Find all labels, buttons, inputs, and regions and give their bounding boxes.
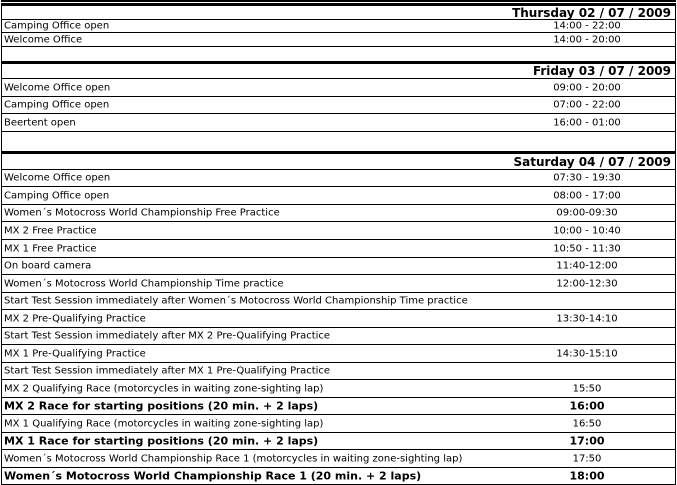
event-label: MX 2 Pre-Qualifying Practice <box>4 313 146 324</box>
day-title-thursday: Thursday 02 / 07 / 2009 <box>512 5 671 20</box>
schedule-row <box>1 239 676 257</box>
event-time: 14:30-15:10 <box>556 348 618 359</box>
event-time: 09:00-09:30 <box>556 207 618 219</box>
schedule-row-highlight <box>1 397 676 414</box>
event-time: 12:00-12:30 <box>556 278 618 289</box>
event-label: MX 2 Race for starting positions (20 min. + 2 laps) <box>4 399 319 413</box>
event-label: Beertent open <box>4 117 76 128</box>
event-label: Start Test Session immediately after Women´s Motocross World Championship Time practice <box>4 295 468 307</box>
event-label: Welcome Office open <box>4 82 111 93</box>
event-time: 09:00 - 20:00 <box>553 82 621 93</box>
event-label: Welcome Office <box>4 34 83 45</box>
schedule-row <box>1 362 676 379</box>
schedule-row <box>1 221 676 239</box>
schedule-row <box>1 186 676 204</box>
event-time: 15:50 <box>572 383 602 394</box>
event-time: 17:50 <box>572 453 602 464</box>
event-label: MX 1 Race for starting positions (20 min. + 2 laps) <box>4 434 319 448</box>
schedule-row <box>1 19 676 32</box>
spacer-row <box>1 46 676 61</box>
event-label: Welcome Office open <box>4 172 111 184</box>
day-title-saturday: Saturday 04 / 07 / 2009 <box>513 154 671 169</box>
event-time: 10:00 - 10:40 <box>553 225 621 236</box>
event-time: 18:00 <box>569 469 605 483</box>
event-label: Women´s Motocross World Championship Race 1 (20 min. + 2 laps) <box>4 469 422 483</box>
schedule-row <box>1 169 676 186</box>
event-time: 08:00 - 17:00 <box>553 190 621 201</box>
event-label: Women´s Motocross World Championship Free Practice <box>4 207 280 219</box>
event-time: 11:40-12:00 <box>556 260 618 272</box>
event-time: 10:50 - 11:30 <box>553 243 621 254</box>
event-label: Camping Office open <box>4 20 110 32</box>
event-time: 07:00 - 22:00 <box>553 99 621 111</box>
schedule-row <box>1 257 676 274</box>
schedule-row <box>1 78 676 96</box>
schedule-row <box>1 379 676 397</box>
event-time: 07:30 - 19:30 <box>553 172 621 184</box>
event-label: Women´s Motocross World Championship Race 1 (motorcycles in waiting zone-sighting lap) <box>4 453 463 464</box>
event-label: Women´s Motocross World Championship Time practice <box>4 278 284 289</box>
event-label: Start Test Session immediately after MX 2 Pre-Qualifying Practice <box>4 330 331 342</box>
event-time: 17:00 <box>569 434 605 448</box>
schedule-row <box>1 309 676 327</box>
day-header-saturday <box>1 151 676 169</box>
schedule-row <box>1 449 676 467</box>
event-label: On board camera <box>4 260 92 272</box>
schedule-row-highlight <box>1 432 676 449</box>
day-title-friday: Friday 03 / 07 / 2009 <box>532 64 671 78</box>
schedule-row-highlight <box>1 467 676 484</box>
table-top-border <box>1 0 676 2</box>
schedule-row <box>1 113 676 131</box>
schedule-row <box>1 327 676 344</box>
event-label: MX 2 Qualifying Race (motorcycles in waiting zone-sighting lap) <box>4 383 324 394</box>
event-label: MX 1 Pre-Qualifying Practice <box>4 348 146 359</box>
event-time: 14:00 - 22:00 <box>553 20 621 32</box>
event-time: 16:00 - 01:00 <box>553 117 621 128</box>
event-time: 13:30-14:10 <box>556 313 618 324</box>
event-time: 16:00 <box>569 399 605 413</box>
schedule-row <box>1 414 676 432</box>
event-label: MX 1 Free Practice <box>4 243 97 254</box>
schedule-row <box>1 96 676 113</box>
schedule-row <box>1 32 676 46</box>
event-label: MX 2 Free Practice <box>4 225 97 236</box>
schedule-row <box>1 274 676 292</box>
event-label: Camping Office open <box>4 99 110 111</box>
event-label: MX 1 Qualifying Race (motorcycles in waiting zone-sighting lap) <box>4 418 324 429</box>
spacer-row <box>1 131 676 151</box>
event-label: Camping Office open <box>4 190 110 201</box>
schedule-row <box>1 292 676 309</box>
day-header-thursday <box>1 3 676 19</box>
event-time: 16:50 <box>572 418 602 429</box>
event-label: Start Test Session immediately after MX 1 Pre-Qualifying Practice <box>4 365 331 377</box>
schedule-row <box>1 344 676 362</box>
event-time: 14:00 - 20:00 <box>553 34 621 45</box>
schedule-table <box>1 0 676 485</box>
schedule-row <box>1 204 676 221</box>
day-header-friday <box>1 61 676 78</box>
